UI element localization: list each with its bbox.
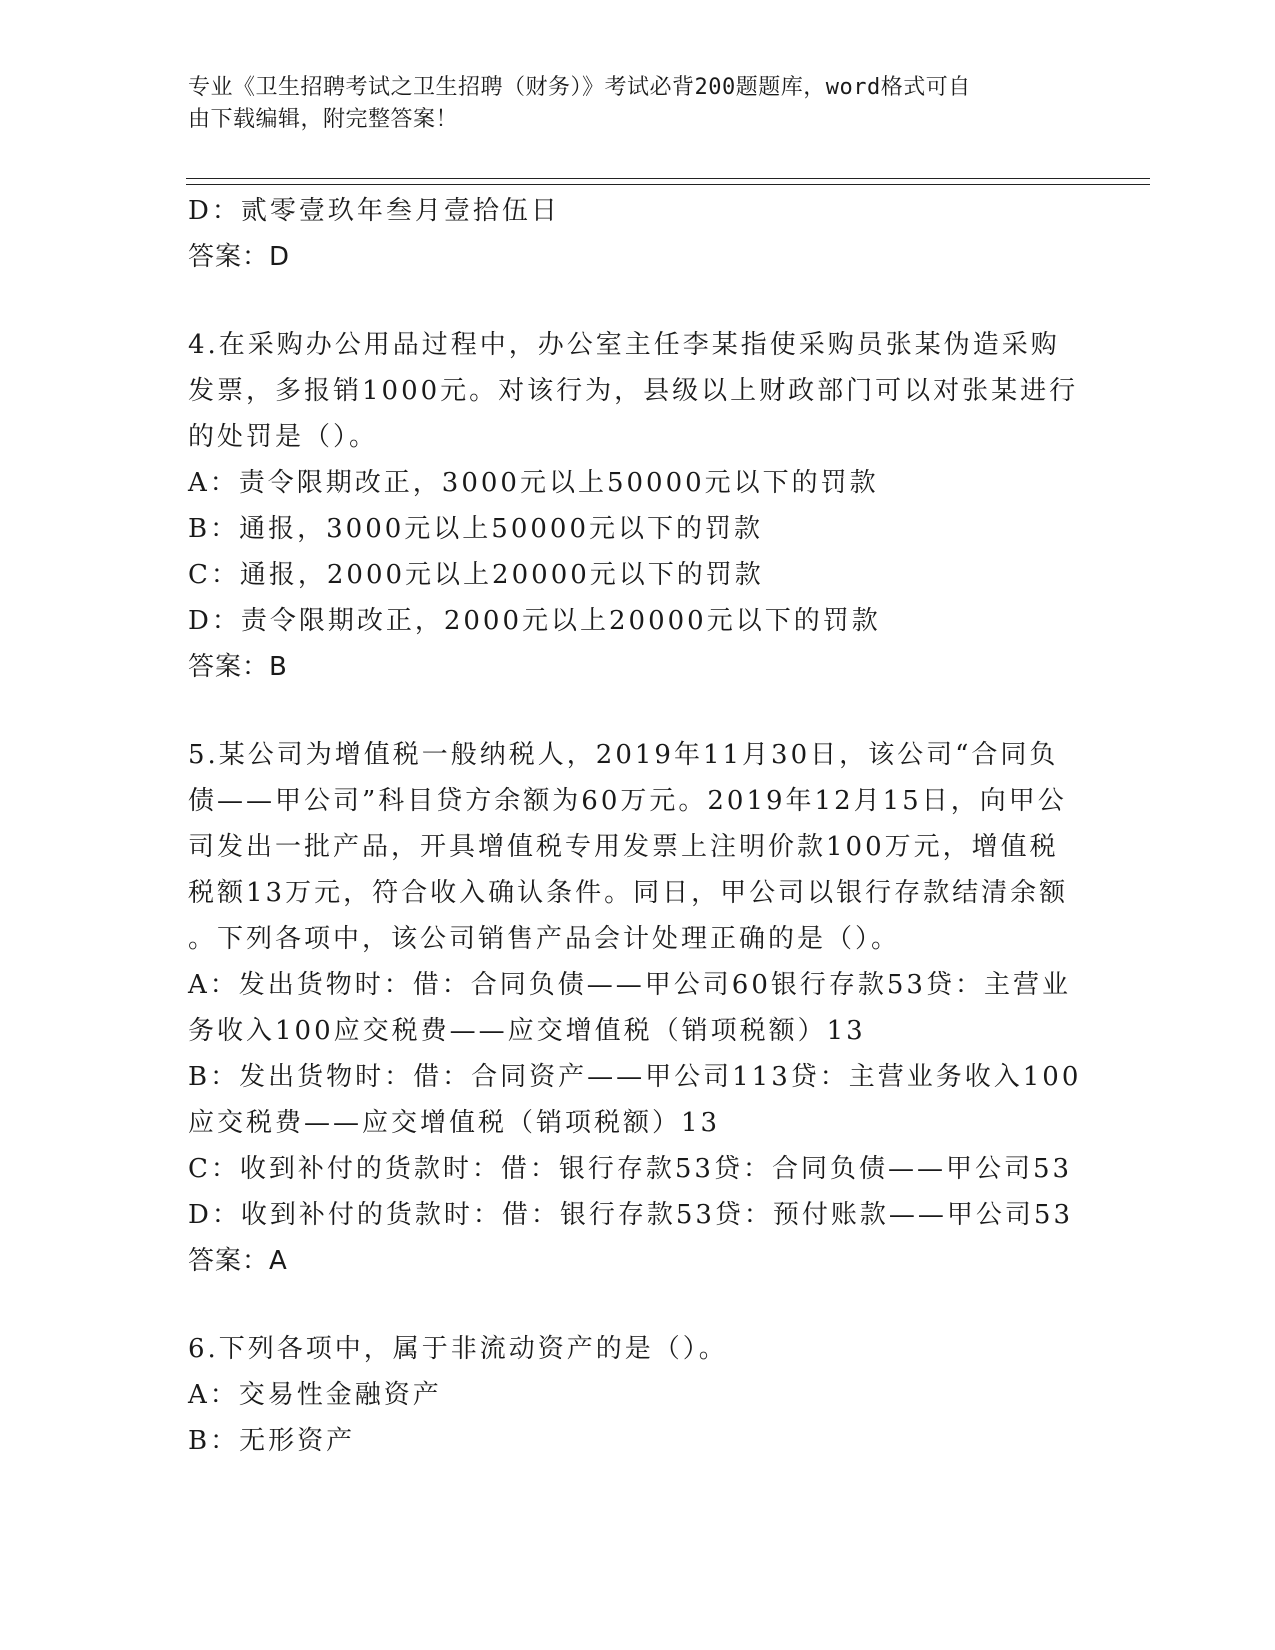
question-stem-line: 4.在采购办公用品过程中，办公室主任李某指使采购员张某伪造采购	[188, 330, 1060, 360]
question-stem-line: 债——甲公司”科目贷方余额为60万元。2019年12月15日，向甲公	[188, 786, 1067, 816]
document-header	[188, 72, 1068, 136]
option-a-continued: 务收入100应交税费——应交增值税（销项税额）13	[188, 1016, 866, 1046]
option-b: B：通报，3000元以上50000元以下的罚款	[188, 514, 763, 544]
option-b: B：无形资产	[188, 1426, 356, 1456]
option-b: B：发出货物时：借：合同资产——甲公司113贷：主营业务收入100	[188, 1062, 1082, 1092]
option-c: C：通报，2000元以上20000元以下的罚款	[188, 560, 764, 590]
option-a: A：发出货物时：借：合同负债——甲公司60银行存款53贷：主营业	[188, 970, 1071, 1000]
spacer	[188, 1284, 1088, 1326]
question-stem-line: 。下列各项中，该公司销售产品会计处理正确的是（）。	[188, 924, 901, 954]
spacer	[188, 690, 1088, 732]
option-a: A：责令限期改正，3000元以上50000元以下的罚款	[188, 468, 879, 498]
answer: 答案：D	[188, 242, 291, 272]
question-stem-line: 6.下列各项中，属于非流动资产的是（）。	[188, 1334, 728, 1364]
answer: 答案：B	[188, 652, 288, 682]
question-3	[188, 188, 1088, 280]
header-line-2: 由下载编辑，附完整答案！	[188, 107, 459, 132]
option-d: D：贰零壹玖年叁月壹拾伍日	[188, 196, 560, 226]
header-rule-bottom	[186, 184, 1150, 185]
header-line-1: 专业《卫生招聘考试之卫生招聘（财务）》考试必背200题题库，word格式可自	[188, 75, 971, 100]
option-d: D：责令限期改正，2000元以上20000元以下的罚款	[188, 606, 881, 636]
answer: 答案：A	[188, 1246, 288, 1276]
question-stem-line: 司发出一批产品，开具增值税专用发票上注明价款100万元，增值税	[188, 832, 1059, 862]
question-4	[188, 322, 1088, 690]
question-stem-line: 税额13万元，符合收入确认条件。同日，甲公司以银行存款结清余额	[188, 878, 1069, 908]
header-rule-top	[186, 178, 1150, 179]
question-stem-line: 发票，多报销1000元。对该行为，县级以上财政部门可以对张某进行	[188, 376, 1079, 406]
question-stem-line: 5.某公司为增值税一般纳税人，2019年11月30日，该公司“合同负	[188, 740, 1059, 770]
question-stem-line: 的处罚是（）。	[188, 422, 379, 452]
spacer	[188, 280, 1088, 322]
option-c: C：收到补付的货款时：借：银行存款53贷：合同负债——甲公司53	[188, 1154, 1073, 1184]
option-d: D：收到补付的货款时：借：银行存款53贷：预付账款——甲公司53	[188, 1200, 1074, 1230]
option-b-continued: 应交税费——应交增值税（销项税额）13	[188, 1108, 721, 1138]
option-a: A：交易性金融资产	[188, 1380, 442, 1410]
question-6	[188, 1326, 1088, 1464]
document-body	[188, 188, 1088, 1464]
question-5	[188, 732, 1088, 1284]
